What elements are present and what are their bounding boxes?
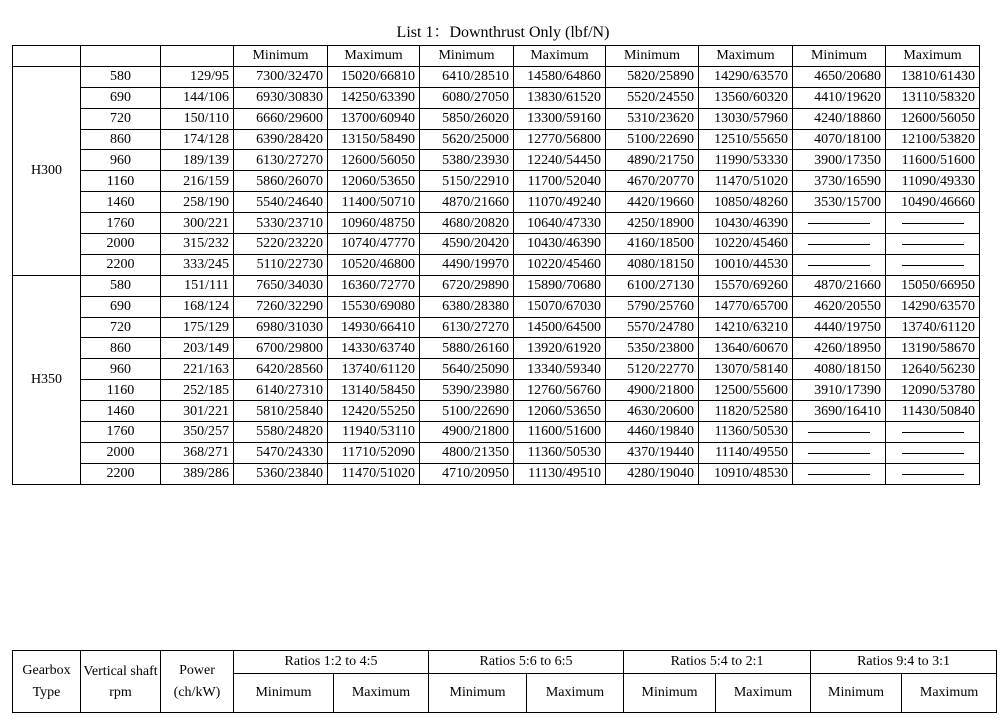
value-cell: 10740/47770 [328,234,420,255]
table-row [13,338,980,359]
value-cell: 6390/28420 [234,129,328,150]
value-cell: 5880/26160 [420,338,514,359]
value-cell: 14250/63390 [328,87,420,108]
power-cell: 350/257 [161,422,234,443]
value-cell: 10960/48750 [328,213,420,234]
rpm-cell: 860 [81,338,161,359]
value-cell: 4870/21660 [793,275,886,296]
power-cell: 144/106 [161,87,234,108]
dash-line [808,265,870,266]
table-row [13,359,980,380]
table-row [13,317,980,338]
power-cell: 389/286 [161,463,234,484]
value-cell: 4370/19440 [606,442,699,463]
value-cell: 5850/26020 [420,108,514,129]
empty-dash-cell [793,422,886,443]
power-cell: 300/221 [161,213,234,234]
value-cell: 13030/57960 [699,108,793,129]
value-cell: 14500/64500 [514,317,606,338]
value-cell: 5100/22690 [420,401,514,422]
dash-line [808,432,870,433]
value-cell: 5350/23800 [606,338,699,359]
value-cell: 13740/61120 [886,317,980,338]
value-cell: 6140/27310 [234,380,328,401]
power-cell: 174/128 [161,129,234,150]
maximum-header: Maximum [328,46,420,67]
value-cell: 12240/54450 [514,150,606,171]
value-cell: 11940/53110 [328,422,420,443]
value-cell: 3690/16410 [793,401,886,422]
minimum-header: Minimum [234,674,334,713]
value-cell: 10490/46660 [886,192,980,213]
value-cell: 11430/50840 [886,401,980,422]
rpm-cell: 690 [81,296,161,317]
value-cell: 15530/69080 [328,296,420,317]
value-cell: 4900/21800 [420,422,514,443]
minimum-header: Minimum [606,46,699,67]
table-row [13,234,980,255]
power-cell: 216/159 [161,171,234,192]
value-cell: 5810/25840 [234,401,328,422]
value-cell: 10520/46800 [328,254,420,275]
value-cell: 4410/19620 [793,87,886,108]
downthrust-table [12,45,980,485]
value-cell: 12090/53780 [886,380,980,401]
table-row [13,254,980,275]
rpm-cell: 720 [81,317,161,338]
empty-dash-cell [793,213,886,234]
value-cell: 3910/17390 [793,380,886,401]
value-cell: 12600/56050 [886,108,980,129]
value-cell: 4160/18500 [606,234,699,255]
rpm-cell: 1460 [81,192,161,213]
value-cell: 13340/59340 [514,359,606,380]
value-cell: 4070/18100 [793,129,886,150]
minimum-header: Minimum [624,674,716,713]
table-row [13,192,980,213]
value-cell: 13920/61920 [514,338,606,359]
value-cell: 12600/56050 [328,150,420,171]
value-cell: 5120/22770 [606,359,699,380]
value-cell: 5540/24640 [234,192,328,213]
ratio-group-header: Ratios 5:4 to 2:1 [624,651,811,674]
value-cell: 3730/16590 [793,171,886,192]
minimum-header: Minimum [420,46,514,67]
value-cell: 4870/21660 [420,192,514,213]
value-cell: 7300/32470 [234,66,328,87]
dash-line [808,453,870,454]
rpm-cell: 2200 [81,463,161,484]
value-cell: 6980/31030 [234,317,328,338]
empty-dash-cell [793,254,886,275]
value-cell: 15050/66950 [886,275,980,296]
value-cell: 5220/23220 [234,234,328,255]
table-row [13,87,980,108]
header-blank-cell [13,46,81,67]
rpm-cell: 690 [81,87,161,108]
value-cell: 4080/18150 [793,359,886,380]
value-cell: 5470/24330 [234,442,328,463]
empty-dash-cell [886,213,980,234]
value-cell: 16360/72770 [328,275,420,296]
value-cell: 6660/29600 [234,108,328,129]
table-title: List 1：Downthrust Only (lbf/N) [396,24,610,41]
value-cell: 4490/19970 [420,254,514,275]
power-cell: 129/95 [161,66,234,87]
power-cell: 203/149 [161,338,234,359]
value-cell: 11360/50530 [514,442,606,463]
value-cell: 6930/30830 [234,87,328,108]
maximum-header: Maximum [334,674,429,713]
value-cell: 4260/18950 [793,338,886,359]
power-cell: 221/163 [161,359,234,380]
value-cell: 4710/20950 [420,463,514,484]
rpm-cell: 960 [81,359,161,380]
maximum-header: Maximum [527,674,624,713]
value-cell: 5150/22910 [420,171,514,192]
value-cell: 15070/67030 [514,296,606,317]
rpm-cell: 720 [81,108,161,129]
value-cell: 13830/61520 [514,87,606,108]
power-header: Power (ch/kW) [161,651,234,713]
table-row [13,171,980,192]
value-cell: 12500/55600 [699,380,793,401]
value-cell: 6080/27050 [420,87,514,108]
value-cell: 4250/18900 [606,213,699,234]
empty-dash-cell [793,463,886,484]
value-cell: 5380/23930 [420,150,514,171]
value-cell: 7650/34030 [234,275,328,296]
table-row [13,66,980,87]
table-row [13,463,980,484]
value-cell: 4620/20550 [793,296,886,317]
value-cell: 5110/22730 [234,254,328,275]
dash-line [808,223,870,224]
empty-dash-cell [886,463,980,484]
maximum-header: Maximum [514,46,606,67]
value-cell: 13700/60940 [328,108,420,129]
value-cell: 13300/59160 [514,108,606,129]
gearbox-type-cell: H300 [13,66,81,275]
gearbox-type-header: Gearbox Type [13,651,81,713]
dash-line [902,474,964,475]
value-cell: 4650/20680 [793,66,886,87]
rpm-cell: 580 [81,66,161,87]
rpm-cell: 2200 [81,254,161,275]
table-row [13,422,980,443]
ratio-group-header: Ratios 9:4 to 3:1 [811,651,997,674]
value-cell: 12060/53650 [328,171,420,192]
value-cell: 12770/56800 [514,129,606,150]
value-cell: 11360/50530 [699,422,793,443]
power-cell: 252/185 [161,380,234,401]
value-cell: 4800/21350 [420,442,514,463]
value-cell: 10430/46390 [699,213,793,234]
table-row [13,108,980,129]
rpm-cell: 1460 [81,401,161,422]
value-cell: 11470/51020 [328,463,420,484]
value-cell: 10910/48530 [699,463,793,484]
value-cell: 11600/51600 [886,150,980,171]
value-cell: 10430/46390 [514,234,606,255]
value-cell: 4460/19840 [606,422,699,443]
value-cell: 5620/25000 [420,129,514,150]
ratios-header-table [12,650,997,713]
value-cell: 11600/51600 [514,422,606,443]
power-cell: 301/221 [161,401,234,422]
value-cell: 3900/17350 [793,150,886,171]
value-cell: 5330/23710 [234,213,328,234]
value-cell: 5640/25090 [420,359,514,380]
value-cell: 14290/63570 [886,296,980,317]
value-cell: 4440/19750 [793,317,886,338]
dash-line [902,265,964,266]
value-cell: 10850/48260 [699,192,793,213]
value-cell: 15570/69260 [699,275,793,296]
value-cell: 3530/15700 [793,192,886,213]
gearbox-type-cell: H350 [13,275,81,484]
value-cell: 10640/47330 [514,213,606,234]
value-cell: 4280/19040 [606,463,699,484]
dash-line [902,432,964,433]
power-cell: 150/110 [161,108,234,129]
rpm-cell: 1760 [81,213,161,234]
table-row [13,275,980,296]
value-cell: 12100/53820 [886,129,980,150]
dash-line [902,453,964,454]
ratio-group-header: Ratios 5:6 to 6:5 [429,651,624,674]
power-cell: 151/111 [161,275,234,296]
value-cell: 13640/60670 [699,338,793,359]
value-cell: 11400/50710 [328,192,420,213]
power-cell: 175/129 [161,317,234,338]
value-cell: 5100/22690 [606,129,699,150]
rpm-cell: 860 [81,129,161,150]
value-cell: 5570/24780 [606,317,699,338]
value-cell: 6380/28380 [420,296,514,317]
rpm-cell: 960 [81,150,161,171]
value-cell: 11130/49510 [514,463,606,484]
power-cell: 168/124 [161,296,234,317]
rpm-cell: 580 [81,275,161,296]
value-cell: 5360/23840 [234,463,328,484]
power-cell: 258/190 [161,192,234,213]
table-row [13,129,980,150]
value-cell: 11090/49330 [886,171,980,192]
value-cell: 4590/20420 [420,234,514,255]
dash-line [808,244,870,245]
value-cell: 4240/18860 [793,108,886,129]
rpm-cell: 2000 [81,442,161,463]
value-cell: 5860/26070 [234,171,328,192]
maximum-header: Maximum [886,46,980,67]
header-blank-cell [161,46,234,67]
ratio-group-header: Ratios 1:2 to 4:5 [234,651,429,674]
value-cell: 5820/25890 [606,66,699,87]
value-cell: 13810/61430 [886,66,980,87]
value-cell: 6720/29890 [420,275,514,296]
value-cell: 6700/29800 [234,338,328,359]
maximum-header: Maximum [902,674,997,713]
rpm-cell: 1160 [81,380,161,401]
value-cell: 12510/55650 [699,129,793,150]
empty-dash-cell [886,422,980,443]
maximum-header: Maximum [699,46,793,67]
value-cell: 7260/32290 [234,296,328,317]
value-cell: 10010/44530 [699,254,793,275]
value-cell: 13070/58140 [699,359,793,380]
minimum-header: Minimum [793,46,886,67]
value-cell: 11710/52090 [328,442,420,463]
value-cell: 12760/56760 [514,380,606,401]
value-cell: 10220/45460 [699,234,793,255]
value-cell: 14210/63210 [699,317,793,338]
dash-line [902,244,964,245]
table-row [13,380,980,401]
empty-dash-cell [886,254,980,275]
empty-dash-cell [886,442,980,463]
value-cell: 13150/58490 [328,129,420,150]
value-cell: 11820/52580 [699,401,793,422]
value-cell: 11070/49240 [514,192,606,213]
value-cell: 4890/21750 [606,150,699,171]
value-cell: 12640/56230 [886,359,980,380]
table-row [13,296,980,317]
minimum-header: Minimum [811,674,902,713]
empty-dash-cell [793,234,886,255]
vertical-shaft-rpm-header: Vertical shaft rpm [81,651,161,713]
power-cell: 368/271 [161,442,234,463]
value-cell: 12420/55250 [328,401,420,422]
value-cell: 4420/19660 [606,192,699,213]
value-cell: 13140/58450 [328,380,420,401]
value-cell: 5520/24550 [606,87,699,108]
value-cell: 11700/52040 [514,171,606,192]
value-cell: 13190/58670 [886,338,980,359]
table-row [13,442,980,463]
value-cell: 4670/20770 [606,171,699,192]
value-cell: 14580/64860 [514,66,606,87]
value-cell: 13110/58320 [886,87,980,108]
power-cell: 315/232 [161,234,234,255]
value-cell: 10220/45460 [514,254,606,275]
maximum-header: Maximum [716,674,811,713]
power-cell: 189/139 [161,150,234,171]
value-cell: 12060/53650 [514,401,606,422]
value-cell: 4630/20600 [606,401,699,422]
value-cell: 6130/27270 [420,317,514,338]
dash-line [808,474,870,475]
value-cell: 14330/63740 [328,338,420,359]
value-cell: 6420/28560 [234,359,328,380]
value-cell: 5390/23980 [420,380,514,401]
value-cell: 15020/66810 [328,66,420,87]
value-cell: 14290/63570 [699,66,793,87]
value-cell: 5790/25760 [606,296,699,317]
table-row [13,213,980,234]
rpm-cell: 1160 [81,171,161,192]
header-row [13,46,980,67]
rpm-cell: 1760 [81,422,161,443]
value-cell: 13560/60320 [699,87,793,108]
value-cell: 6410/28510 [420,66,514,87]
minimum-header: Minimum [429,674,527,713]
value-cell: 14770/65700 [699,296,793,317]
rpm-cell: 2000 [81,234,161,255]
value-cell: 4080/18150 [606,254,699,275]
table-row [13,401,980,422]
value-cell: 11140/49550 [699,442,793,463]
value-cell: 4680/20820 [420,213,514,234]
value-cell: 6130/27270 [234,150,328,171]
value-cell: 5580/24820 [234,422,328,443]
value-cell: 14930/66410 [328,317,420,338]
header-blank-cell [81,46,161,67]
value-cell: 5310/23620 [606,108,699,129]
value-cell: 11470/51020 [699,171,793,192]
power-cell: 333/245 [161,254,234,275]
value-cell: 4900/21800 [606,380,699,401]
value-cell: 15890/70680 [514,275,606,296]
value-cell: 11990/53330 [699,150,793,171]
dash-line [902,223,964,224]
empty-dash-cell [793,442,886,463]
empty-dash-cell [886,234,980,255]
value-cell: 6100/27130 [606,275,699,296]
table-row [13,150,980,171]
minimum-header: Minimum [234,46,328,67]
value-cell: 13740/61120 [328,359,420,380]
